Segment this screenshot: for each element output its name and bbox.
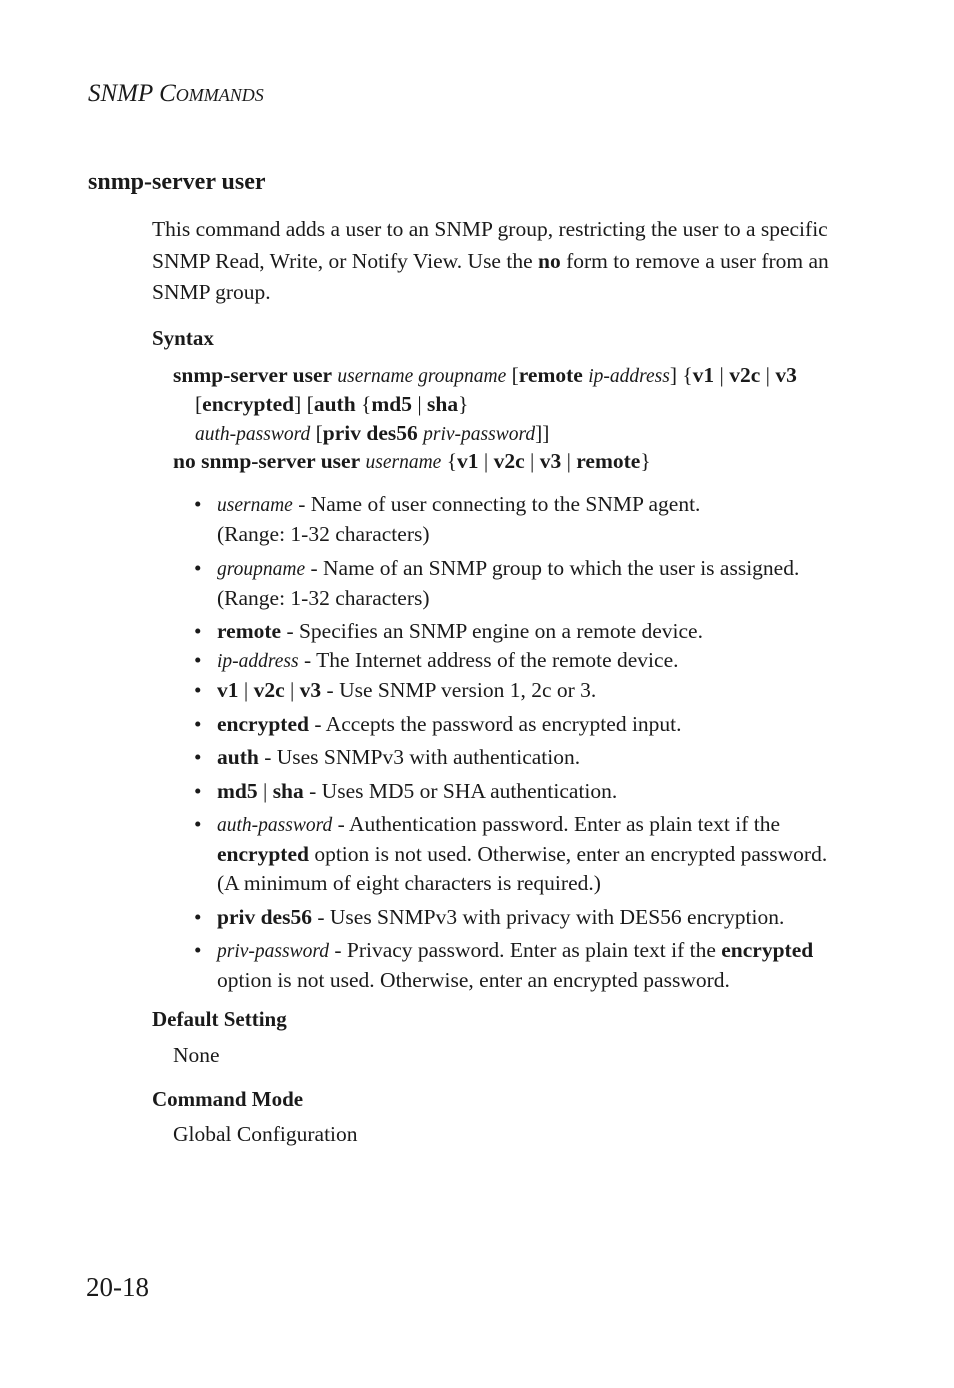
param-encrypted: • encrypted - Accepts the password as encrypted input.	[194, 711, 682, 736]
command-mode-heading: Command Mode	[152, 1087, 304, 1111]
syntax-line-2: [encrypted] [auth {md5 | sha}	[195, 392, 469, 416]
param-priv-des56: • priv des56 - Uses SNMPv3 with privacy with DES56 encryption.	[194, 904, 785, 929]
default-setting-heading: Default Setting	[152, 1007, 287, 1031]
param-version: • v1 | v2c | v3 - Use SNMP version 1, 2c or 3.	[194, 678, 597, 702]
param-priv-password: • priv-password - Privacy password. Enter as plain text if the encrypted option is not used. Otherwise, enter an encrypted password.	[194, 938, 814, 992]
syntax-line-3: auth-password [priv des56 priv-password]]	[195, 421, 550, 445]
param-groupname: • groupname - Name of an SNMP group to which the user is assigned. (Range: 1-32 characters)	[194, 555, 800, 610]
running-header: SNMP COMMANDS	[88, 80, 264, 107]
syntax-line-4: no snmp-server user username {v1 | v2c | v3 | remote}	[173, 449, 651, 473]
param-username: • username - Name of user connecting to the SNMP agent. (Range: 1-32 characters)	[194, 492, 701, 546]
default-setting-value: None	[173, 1043, 220, 1067]
param-auth: • auth - Uses SNMPv3 with authentication.	[194, 745, 581, 769]
syntax-heading: Syntax	[152, 326, 214, 350]
param-md5-sha: • md5 | sha - Uses MD5 or SHA authentication.	[194, 778, 618, 803]
command-mode-value: Global Configuration	[173, 1122, 358, 1146]
command-description: This command adds a user to an SNMP group, restricting the user to a specific SNMP Read, Write, or Notify View. Use the no form to remove a user from an SNMP group.	[152, 217, 829, 304]
command-title: snmp-server user	[88, 169, 266, 195]
param-remote: • remote - Specifies an SNMP engine on a remote device.	[194, 619, 703, 643]
syntax-line-1: snmp-server user username groupname [remote ip-address] {v1 | v2c | v3	[173, 363, 797, 387]
page-number: 20-18	[86, 1272, 149, 1302]
param-ip-address: • ip-address - The Internet address of the remote device.	[194, 648, 679, 672]
param-auth-password: • auth-password - Authentication password. Enter as plain text if the encrypted option is not used. Otherwise, enter an encrypted password. (A minimum of eight characters is required.)	[194, 812, 828, 895]
parameter-list	[194, 490, 854, 1000]
